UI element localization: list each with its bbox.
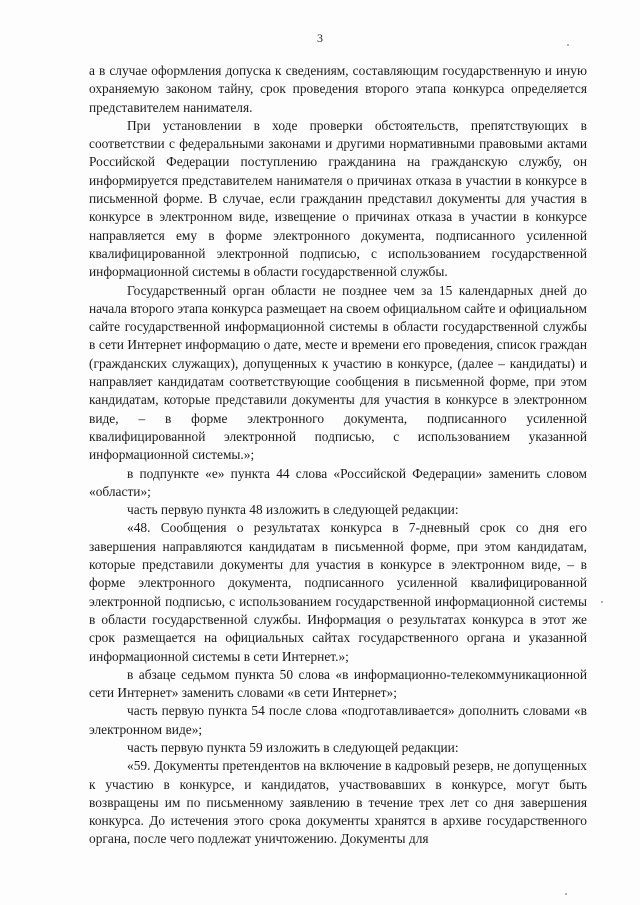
document-body xyxy=(89,62,587,849)
paragraph-refusal-notice: При установлении в ходе проверки обстоятельств, препятствующих в соответствии с федеральными законами и другими нормативными правовыми актами Российской Федерации поступлению гражданина на гражданскую службу, он информируется представителем нанимателя о причинах отказа в участии в конкурсе в письменной форме. В случае, если гражданин представил документы для участия в конкурсе в электронном виде, извещение о причинах отказа в участии в конкурсе направляется ему в форме электронного документа, подписанного усиленной квалифицированной электронной подписью, с использованием государственной информационной системы в области государственной службы. xyxy=(89,117,587,280)
scan-speck xyxy=(565,893,567,895)
paragraph-second-stage-info: Государственный орган области не позднее чем за 15 календарных дней до начала второго этапа конкурса размещает на своем официальном сайте и официальном сайте государственной информационной системы в области государственной службы в сети Интернет информацию о дате, месте и времени его проведения, список граждан (гражданских служащих), допущенных к участию в конкурсе, (далее – кандидаты) и направляет кандидатам соответствующие сообщения в письменной форме, при этом кандидатам, которые представили документы для участия в конкурсе в электронном виде, – в форме электронного документа, подписанного усиленной квалифицированной электронной подписью, с использованием указанной информационной системы.»; xyxy=(89,282,587,463)
paragraph-amend-54: часть первую пункта 54 после слова «подготавливается» дополнить словами «в электронном виде»; xyxy=(89,703,587,737)
paragraph-amend-48-intro: часть первую пункта 48 изложить в следующей редакции: xyxy=(127,502,459,518)
paragraph-item-48: «48. Сообщения о результатах конкурса в 7-дневный срок со дня его завершения направляются кандидатам в письменной форме, при этом кандидатам, которые представили документы для участия в конкурсе в электронном виде, – в форме электронного документа, подписанного усиленной квалифицированной электронной подписью, с использованием государственной информационной системы в области государственной службы. Информация о результатах конкурса в этот же срок размещается на официальных сайтах государственного органа и указанной информационной системы в сети Интернет.»; xyxy=(89,520,587,664)
paragraph-amend-50: в абзаце седьмом пункта 50 слова «в информационно-телекоммуникационной сети Интернет» заменить словами «в сети Интернет»; xyxy=(89,666,587,701)
page-number: 3 xyxy=(317,31,323,45)
paragraph-item-59: «59. Документы претендентов на включение в кадровый резерв, не допущенных к участию в конкурсе, и кандидатов, участвовавших в конкурсе, могут быть возвращены им по письменному заявлению в течение трех лет со дня завершения конкурса. До истечения этого срока документы хранятся в архиве государственного органа, после чего подлежат уничтожению. Документы для xyxy=(89,758,587,847)
paragraph-continuation: а в случае оформления допуска к сведениям, составляющим государственную и иную охраняемую законом тайну, срок проведения второго этапа конкурса определяется представителем нанимателя. xyxy=(89,63,587,115)
scan-speck xyxy=(601,601,603,603)
paragraph-amend-44: в подпункте «е» пункта 44 слова «Российской Федерации» заменить словом «области»; xyxy=(89,465,587,499)
paragraph-amend-59-intro: часть первую пункта 59 изложить в следующей редакции: xyxy=(127,739,459,755)
scan-speck xyxy=(567,44,569,46)
